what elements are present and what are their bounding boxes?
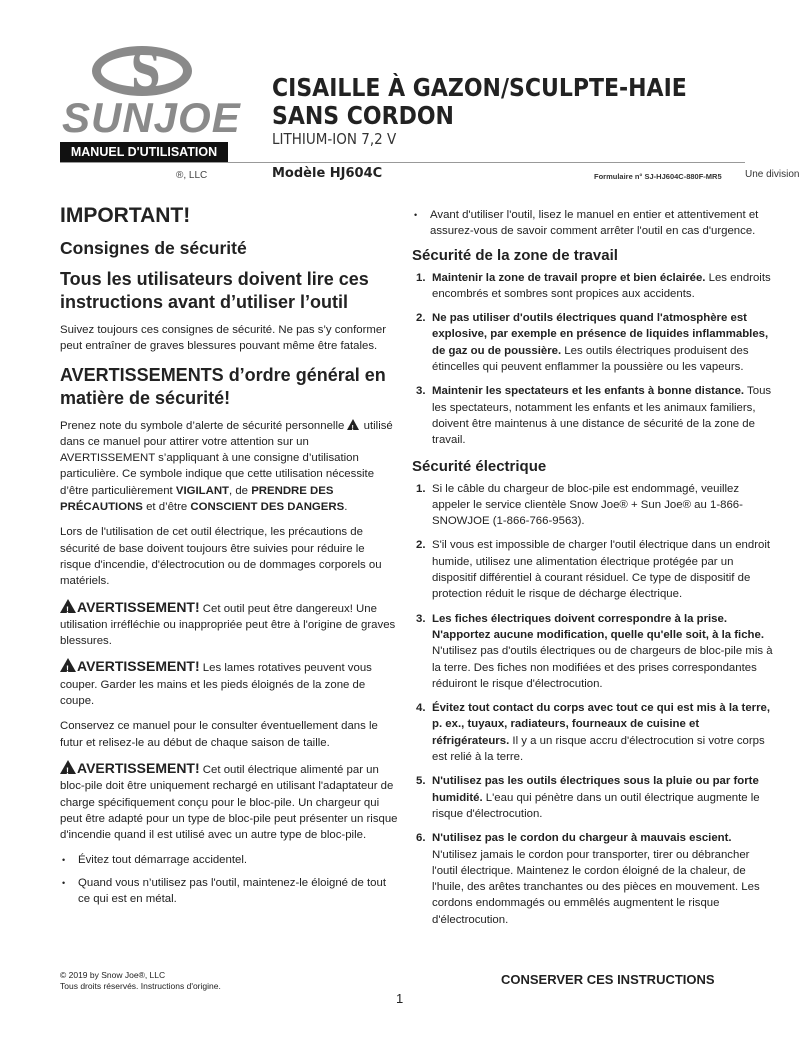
text: IMPORTANT! bbox=[60, 204, 191, 227]
text: S'il vous est impossible de charger l'outil électrique dans un endroit humide, utilisez une alimentation électrique protégée par un dispositif différentiel à courant résiduel. Ce type de dispositif de protection réduit le risque de décharge électrique. bbox=[432, 539, 771, 601]
item-number: 1. bbox=[416, 271, 426, 284]
bold-text: N'utilisez pas le cordon du chargeur à mauvais escient. bbox=[432, 832, 732, 845]
text: Lors de l'utilisation de cet outil électrique, les précautions de sécurité de base doivent toujours être suivies pour réduire le risque d'incendie, d'électrocution ou de dommages corporels ou matériels. bbox=[60, 526, 382, 588]
text: Prenez note du symbole d’alerte de sécurité personnelle bbox=[60, 419, 348, 432]
save-instructions: CONSERVER CES INSTRUCTIONS bbox=[501, 972, 715, 987]
manual-label: MANUEL D'UTILISATION bbox=[60, 142, 228, 162]
numbered-item bbox=[412, 773, 774, 822]
warning-triangle-icon bbox=[347, 419, 359, 430]
item-number: 4. bbox=[416, 702, 426, 715]
text: Cet outil peut être dangereux! Une utilisation irréfléchie ou inappropriée peut être à l'origine de graves blessures. bbox=[60, 602, 396, 648]
text: Évitez tout démarrage accidentel. bbox=[78, 854, 248, 867]
logo-wordmark: SUNJOE bbox=[62, 94, 241, 141]
bold-text: CONSCIENT DES DANGERS bbox=[190, 501, 345, 514]
text: Si le câble du chargeur de bloc-pile est endommagé, veuillez appeler le service clientèle Snow Joe® + Sun Joe® au 1-866-SNOWJOE (1-866-766-9563). bbox=[432, 482, 743, 528]
text: et d’être bbox=[142, 501, 191, 514]
warning-triangle-icon bbox=[60, 658, 76, 672]
heading bbox=[412, 246, 774, 265]
text: Les outils électriques produisent des étincelles qui peuvent enflammer la poussière ou les vapeurs. bbox=[432, 344, 749, 374]
text: AVERTISSEMENTS d’ordre général en matière de sécurité! bbox=[60, 364, 386, 408]
paragraph bbox=[60, 718, 398, 751]
heading bbox=[60, 364, 398, 410]
text: utilisé dans ce manuel pour attirer votre attention sur un AVERTISSEMENT s’appliquant à une consigne d’utilisation particulière. Ce symbole indique que cette utilisation nécessite d’être particulièrement bbox=[60, 419, 393, 497]
footer-copyright bbox=[60, 970, 221, 992]
bullet-item bbox=[412, 207, 774, 240]
bold-text: Les fiches électriques doivent correspondre à la prise. N'apportez aucune modification, quelle qu'elle soit, à la fiche. bbox=[432, 612, 765, 641]
warning-paragraph bbox=[60, 599, 398, 650]
title-line-2: SANS CORDON bbox=[272, 101, 454, 130]
text: Tous les spectateurs, notamment les enfants et les animaux familiers, doivent être maintenus à une distance de sécurité de la zone de travail. bbox=[432, 385, 772, 447]
heading bbox=[60, 203, 398, 229]
item-number: 5. bbox=[416, 775, 426, 788]
text: Conservez ce manuel pour le consulter éventuellement dans le futur et relisez-le au début de chaque saison de taille. bbox=[60, 720, 378, 749]
header-divider bbox=[60, 162, 745, 163]
sunjoe-logo bbox=[62, 41, 241, 142]
llc-text: ®, LLC bbox=[176, 170, 208, 181]
heading bbox=[412, 457, 774, 476]
page-number: 1 bbox=[396, 991, 404, 1006]
numbered-item bbox=[412, 383, 774, 448]
document-title bbox=[272, 74, 687, 130]
bold-text: Maintenir la zone de travail propre et bien éclairée. bbox=[432, 271, 706, 284]
bold-text: Maintenir les spectateurs et les enfants à bonne distance. bbox=[432, 385, 745, 398]
title-line-1: CISAILLE À GAZON/SCULPTE-HAIE bbox=[272, 73, 687, 102]
logo-mark-icon: S bbox=[92, 46, 192, 96]
text: Suivez toujours ces consignes de sécurité. Ne pas s’y conformer peut entraîner de graves blessures pouvant même être fatales. bbox=[60, 324, 387, 353]
item-number: 1. bbox=[416, 482, 426, 495]
bold-text: N'utilisez pas les outils électriques sous la pluie ou par forte humidité. bbox=[432, 775, 759, 804]
rights-text: Tous droits réservés. Instructions d'origine. bbox=[60, 981, 221, 991]
text: Quand vous n’utilisez pas l'outil, maintenez-le éloigné de tout ce qui est en métal. bbox=[78, 876, 387, 906]
model-number: Modèle HJ604C bbox=[272, 166, 383, 181]
item-number: 2. bbox=[416, 312, 426, 325]
text: Tous les utilisateurs doivent lire ces instructions avant d’utiliser l’outil bbox=[60, 269, 369, 312]
text: N'utilisez jamais le cordon pour transporter, tirer ou débrancher l'outil électrique. Maintenez le cordon éloigné de la chaleur, de l'huile, des arêtes tranchantes ou des pièces en mouvement. Les cordons endommagés ou emmêlés augmentent le risque d'électrocution. bbox=[432, 848, 760, 926]
paragraph bbox=[60, 524, 398, 589]
item-number: 2. bbox=[416, 539, 426, 552]
paragraph bbox=[60, 418, 398, 516]
numbered-item bbox=[412, 611, 774, 692]
text: Sécurité de la zone de travail bbox=[412, 246, 618, 264]
numbered-item bbox=[412, 481, 774, 530]
text: N'utilisez pas d'outils électriques ou de chargeurs de bloc-pile mis à la terre. Des fiches non modifiées et des prises correspondantes réduiront le risque d'électrocution. bbox=[432, 645, 773, 690]
item-number: 3. bbox=[416, 385, 426, 398]
bullet-item bbox=[60, 852, 398, 868]
bold-text: AVERTISSEMENT! bbox=[77, 658, 200, 675]
text: , de bbox=[229, 484, 252, 497]
heading bbox=[60, 268, 398, 314]
numbered-item bbox=[412, 830, 774, 928]
numbered-item bbox=[412, 310, 774, 375]
bold-text: VIGILANT bbox=[175, 484, 230, 497]
item-number: 3. bbox=[416, 612, 426, 625]
bold-text: AVERTISSEMENT! bbox=[77, 598, 200, 615]
left-column bbox=[60, 203, 398, 913]
text: Il y a un risque accru d'électrocution si votre corps est relié à la terre. bbox=[432, 734, 765, 764]
warning-paragraph bbox=[60, 658, 398, 709]
warning-triangle-icon bbox=[60, 760, 76, 774]
numbered-item bbox=[412, 700, 774, 765]
bold-text: PRENDRE DES PRÉCAUTIONS bbox=[60, 484, 334, 514]
text: Consignes de sécurité bbox=[60, 238, 247, 258]
bold-text: Évitez tout contact du corps avec tout ce qui est mis à la terre, p. ex., tuyaux, radiateurs, fourneaux de cuisine et réfrigérateurs. bbox=[432, 702, 771, 747]
numbered-item bbox=[412, 537, 774, 602]
document-subtitle: LITHIUM-ION 7,2 V bbox=[272, 130, 397, 148]
bold-text: Ne pas utiliser d'outils électriques quand l'atmosphère est explosive, par exemple en présence de liquides inflammables, de gaz ou de poussière. bbox=[432, 312, 769, 357]
numbered-item bbox=[412, 270, 774, 303]
division-text: Une division bbox=[745, 169, 800, 180]
paragraph bbox=[60, 322, 398, 355]
copyright-text: © 2019 by Snow Joe®, LLC bbox=[60, 970, 166, 980]
text: Les lames rotatives peuvent vous couper. Garder les mains et les pieds éloignés de la zone de coupe. bbox=[60, 662, 372, 708]
heading bbox=[60, 237, 398, 260]
text: Sécurité électrique bbox=[412, 457, 547, 475]
text: L'eau qui pénètre dans un outil électrique augmente le risque d'électrocution. bbox=[432, 791, 760, 820]
text: Les endroits encombrés et sombres sont propices aux accidents. bbox=[432, 271, 771, 300]
item-number: 6. bbox=[416, 832, 426, 845]
text: . bbox=[344, 501, 348, 514]
text: Avant d'utiliser l'outil, lisez le manuel en entier et attentivement et assurez-vous de savoir comment arrêter l'outil en cas d'urgence. bbox=[430, 209, 759, 238]
right-column bbox=[412, 207, 774, 936]
warning-triangle-icon bbox=[60, 599, 76, 613]
bold-text: AVERTISSEMENT! bbox=[77, 759, 200, 776]
bullet-item bbox=[60, 875, 398, 908]
warning-paragraph bbox=[60, 760, 398, 843]
text: Cet outil électrique alimenté par un bloc-pile doit être uniquement rechargé en utilisant l'adaptateur de charge spécifiquement conçu pour le bloc-pile. Un chargeur qui peut être adapté pour un type de bloc-pile peut présenter un risque d'incendie quand il est utilisé avec un autre type de bloc-pile. bbox=[60, 763, 398, 842]
form-number: Formulaire n° SJ-HJ604C-880F-MR5 bbox=[594, 172, 722, 181]
